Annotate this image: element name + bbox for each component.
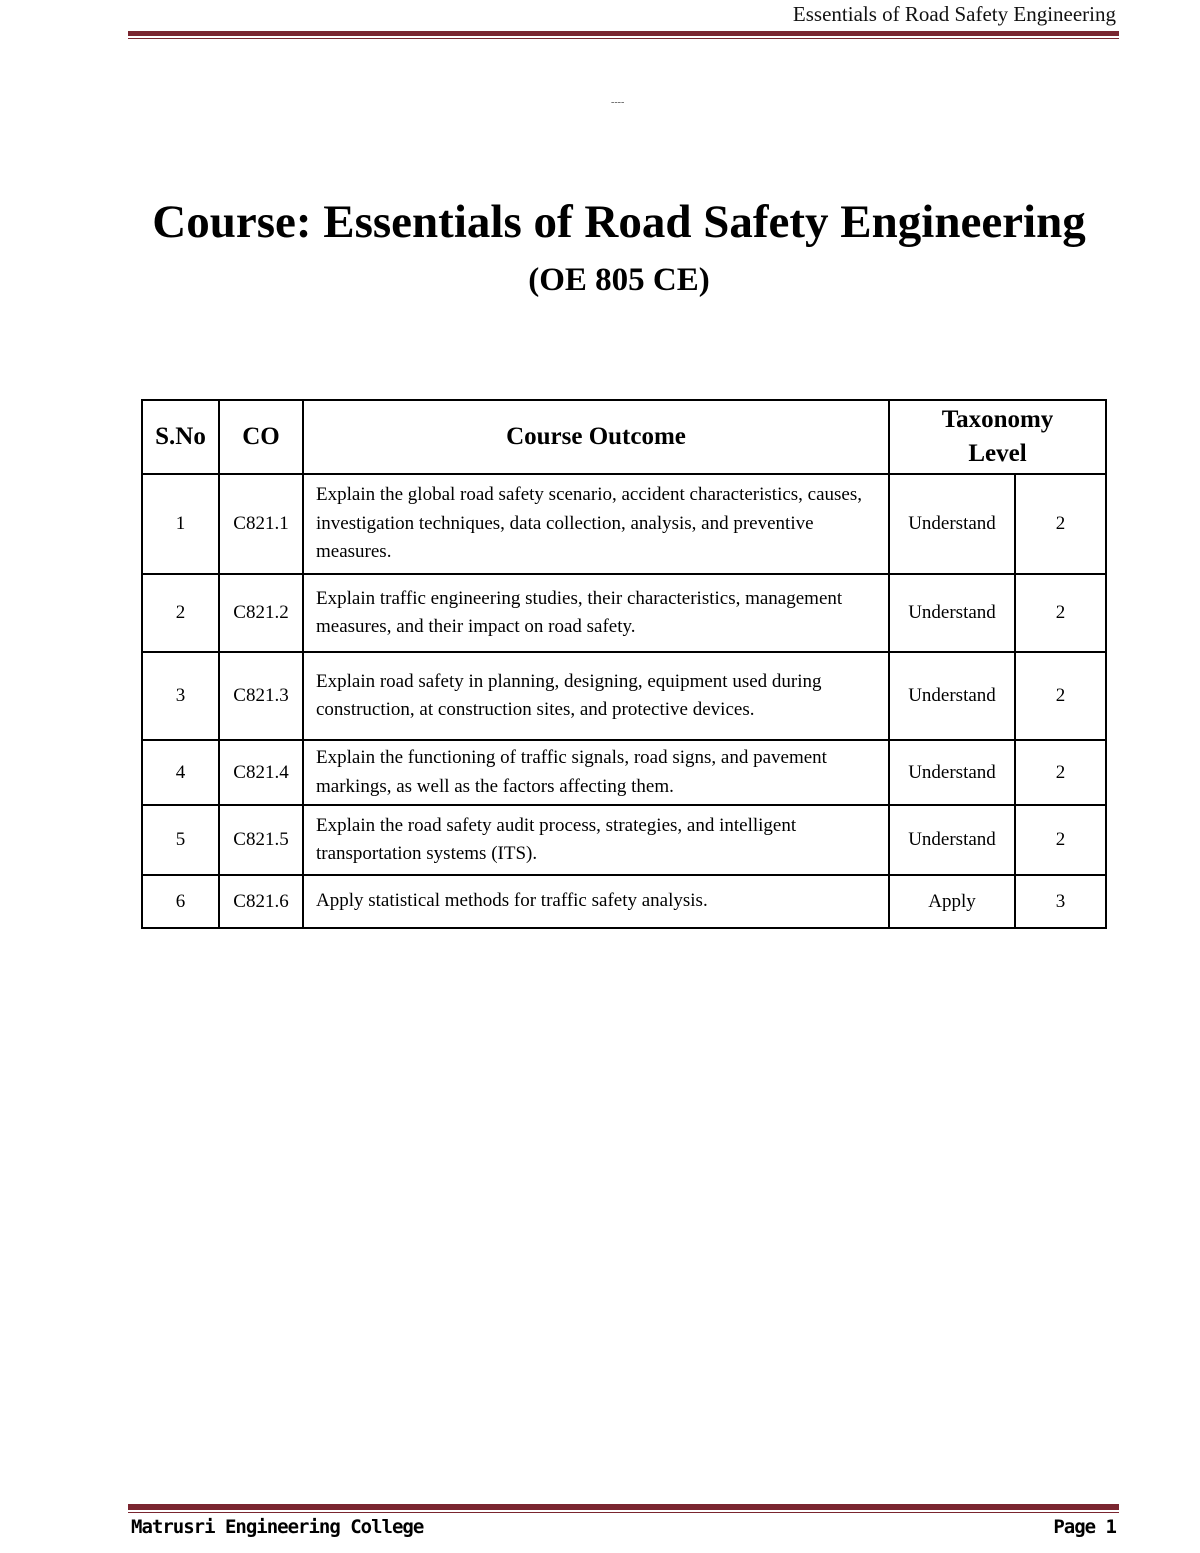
cell-sno: 2 (142, 574, 219, 652)
course-code: (OE 805 CE) (528, 262, 710, 298)
cell-outcome: Apply statistical methods for traffic safety analysis. (303, 875, 889, 928)
cell-outcome: Explain road safety in planning, designing, equipment used during construction, at construction sites, and protective devices. (303, 652, 889, 740)
cell-co: C821.2 (219, 574, 303, 652)
header-taxonomy: Taxonomy Level (889, 400, 1106, 474)
cell-sno: 3 (142, 652, 219, 740)
cell-level-num: 2 (1015, 740, 1106, 805)
header-outcome: Course Outcome (303, 400, 889, 474)
cell-co: C821.6 (219, 875, 303, 928)
table-row (142, 805, 1106, 875)
running-header: Essentials of Road Safety Engineering (792, 2, 1116, 26)
cell-sno: 5 (142, 805, 219, 875)
cell-outcome: Explain the global road safety scenario, accident characteristics, causes, investigation techniques, data collection, analysis, and preventive measures. (303, 474, 889, 574)
cell-level: Understand (889, 740, 1015, 805)
table-row (142, 740, 1106, 805)
cell-co: C821.1 (219, 474, 303, 574)
cell-outcome: Explain the road safety audit process, strategies, and intelligent transportation systems (ITS). (303, 805, 889, 875)
cell-level-num: 2 (1015, 574, 1106, 652)
table-row (142, 652, 1106, 740)
cell-level-num: 2 (1015, 805, 1106, 875)
cell-level: Understand (889, 805, 1015, 875)
footer-page-number: Page 1 (1053, 1516, 1116, 1538)
table-row (142, 574, 1106, 652)
cell-sno: 4 (142, 740, 219, 805)
footer-college: Matrusri Engineering College (131, 1516, 424, 1538)
cell-co: C821.3 (219, 652, 303, 740)
cell-sno: 1 (142, 474, 219, 574)
page-mark: ---- (611, 97, 625, 108)
cell-outcome: Explain the functioning of traffic signals, road signs, and pavement markings, as well as the factors affecting them. (303, 740, 889, 805)
cell-level: Understand (889, 652, 1015, 740)
cell-level-num: 3 (1015, 875, 1106, 928)
course-title: Course: Essentials of Road Safety Engineering (152, 196, 1086, 248)
table-row (142, 875, 1106, 928)
cell-level: Apply (889, 875, 1015, 928)
cell-sno: 6 (142, 875, 219, 928)
cell-co: C821.5 (219, 805, 303, 875)
cell-level-num: 2 (1015, 474, 1106, 574)
footer-rule (128, 1504, 1119, 1510)
course-outcome-table (141, 399, 1107, 929)
cell-level: Understand (889, 474, 1015, 574)
header-rule (128, 31, 1119, 36)
header-sno: S.No (142, 400, 219, 474)
cell-outcome: Explain traffic engineering studies, their characteristics, management measures, and their impact on road safety. (303, 574, 889, 652)
cell-co: C821.4 (219, 740, 303, 805)
footer-rule-thin (128, 1512, 1119, 1513)
cell-level: Understand (889, 574, 1015, 652)
header-rule-thin (128, 38, 1119, 39)
header-co: CO (219, 400, 303, 474)
cell-level-num: 2 (1015, 652, 1106, 740)
table-row (142, 474, 1106, 574)
